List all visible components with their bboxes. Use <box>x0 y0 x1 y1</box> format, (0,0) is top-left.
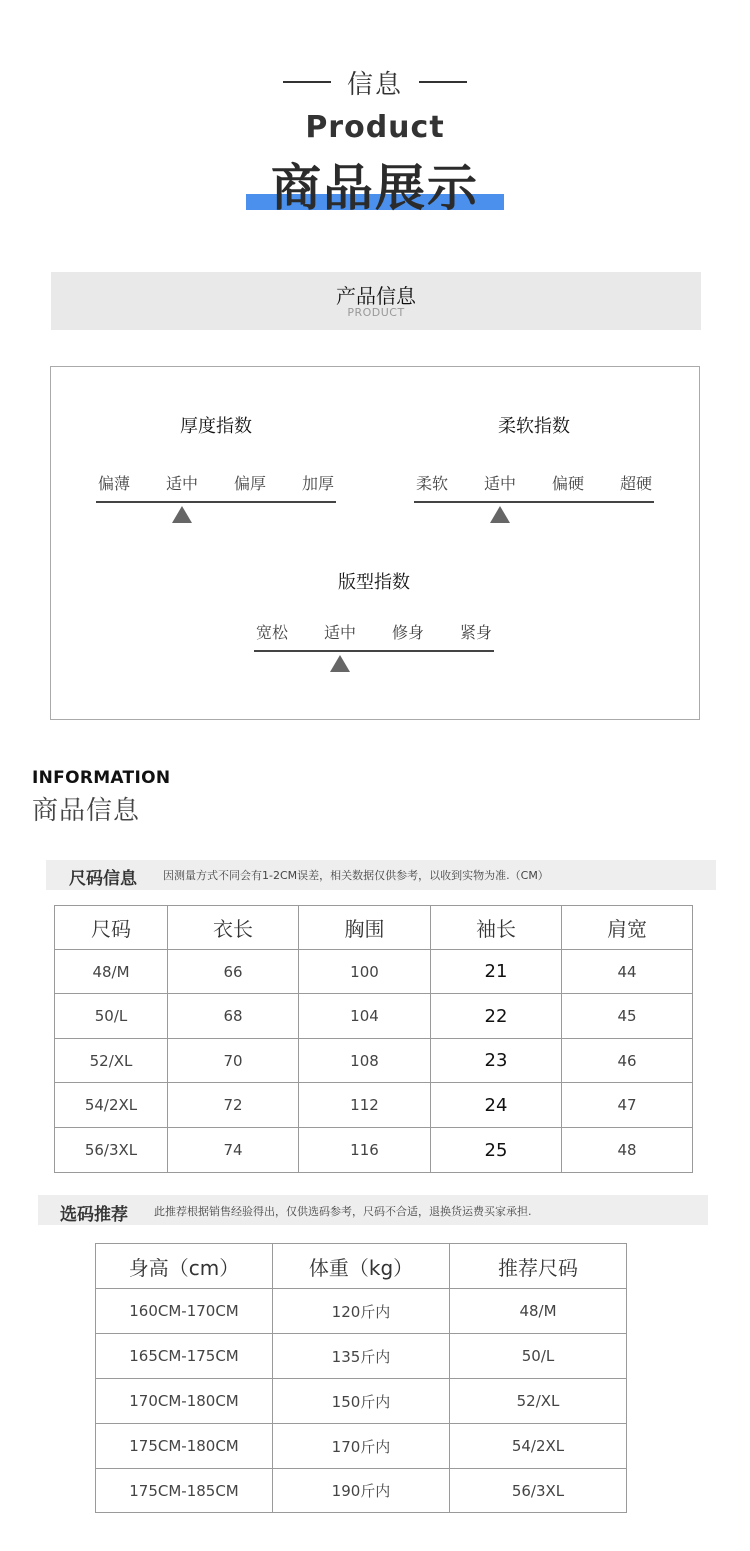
thickness-index-scale <box>96 471 336 505</box>
recommend-note: 此推荐根据销售经验得出，仅供选码参考，尺码不合适，退换货运费买家承担. <box>154 1205 532 1218</box>
banner-subtitle: PRODUCT <box>347 306 405 319</box>
table-row <box>55 994 693 1039</box>
softness-label: 偏硬 <box>551 474 584 493</box>
table-row <box>96 1469 627 1513</box>
table-cell: 48 <box>562 1128 693 1173</box>
table-cell: 108 <box>299 1039 431 1083</box>
table-header-cell: 肩宽 <box>562 906 693 950</box>
table-header-cell: 胸围 <box>299 906 431 950</box>
table-row <box>55 1128 693 1173</box>
table-cell: 160CM-170CM <box>96 1289 273 1334</box>
banner-title: 产品信息 <box>336 284 416 308</box>
table-cell: 104 <box>299 994 431 1039</box>
header-left-rule <box>283 81 331 83</box>
table-cell: 23 <box>431 1039 562 1083</box>
table-cell: 54/2XL <box>450 1424 627 1469</box>
information-title-cn: 商品信息 <box>32 796 141 826</box>
table-cell: 50/L <box>450 1334 627 1379</box>
table-header-cell: 衣长 <box>168 906 299 950</box>
table-cell: 47 <box>562 1083 693 1128</box>
table-header-row <box>55 906 693 950</box>
table-cell: 100 <box>299 950 431 994</box>
table-cell: 22 <box>431 994 562 1039</box>
fit-index-scale <box>254 620 494 654</box>
table-header-cell: 袖长 <box>431 906 562 950</box>
fit-marker-triangle-icon <box>330 655 350 672</box>
table-cell: 46 <box>562 1039 693 1083</box>
table-cell: 54/2XL <box>55 1083 168 1128</box>
section-header <box>0 62 750 102</box>
table-cell: 190斤内 <box>273 1469 450 1513</box>
table-cell: 52/XL <box>450 1379 627 1424</box>
thickness-marker-triangle-icon <box>172 506 192 523</box>
table-header-row <box>96 1244 627 1289</box>
table-cell: 112 <box>299 1083 431 1128</box>
table-cell: 70 <box>168 1039 299 1083</box>
recommend-title: 选码推荐 <box>60 1205 128 1225</box>
fit-label: 修身 <box>391 623 424 642</box>
table-cell: 120斤内 <box>273 1289 450 1334</box>
thickness-label: 适中 <box>165 474 198 493</box>
table-cell: 175CM-180CM <box>96 1424 273 1469</box>
softness-scale-line <box>414 501 654 503</box>
table-cell: 170斤内 <box>273 1424 450 1469</box>
table-header-cell: 体重（kg） <box>273 1244 450 1289</box>
softness-label: 适中 <box>483 474 516 493</box>
softness-index-title: 柔软指数 <box>498 416 570 437</box>
table-header-cell: 推荐尺码 <box>450 1244 627 1289</box>
size-table <box>54 905 693 1173</box>
size-info-note: 因测量方式不同会有1-2CM误差，相关数据仅供参考，以收到实物为准.（CM） <box>163 869 549 882</box>
thickness-index-title: 厚度指数 <box>180 416 252 437</box>
table-row <box>96 1379 627 1424</box>
table-header-cell: 身高（cm） <box>96 1244 273 1289</box>
table-cell: 24 <box>431 1083 562 1128</box>
thickness-scale-line <box>96 501 336 503</box>
table-cell: 48/M <box>55 950 168 994</box>
fit-label: 紧身 <box>459 623 492 642</box>
header-right-rule <box>419 81 467 83</box>
fit-scale-line <box>254 650 494 652</box>
table-cell: 21 <box>431 950 562 994</box>
recommend-table <box>95 1243 627 1513</box>
softness-marker-triangle-icon <box>490 506 510 523</box>
table-cell: 165CM-175CM <box>96 1334 273 1379</box>
table-cell: 135斤内 <box>273 1334 450 1379</box>
table-cell: 25 <box>431 1128 562 1173</box>
thickness-label: 偏厚 <box>233 474 266 493</box>
table-cell: 44 <box>562 950 693 994</box>
information-title-en: INFORMATION <box>32 768 171 788</box>
table-cell: 48/M <box>450 1289 627 1334</box>
table-cell: 52/XL <box>55 1039 168 1083</box>
table-cell: 74 <box>168 1128 299 1173</box>
table-row <box>96 1424 627 1469</box>
table-cell: 72 <box>168 1083 299 1128</box>
table-cell: 68 <box>168 994 299 1039</box>
table-cell: 170CM-180CM <box>96 1379 273 1424</box>
table-row <box>55 1039 693 1083</box>
table-row <box>96 1289 627 1334</box>
table-cell: 45 <box>562 994 693 1039</box>
softness-label: 超硬 <box>619 474 652 493</box>
header-product-cn: 商品展示 <box>271 159 479 217</box>
fit-label: 适中 <box>323 623 356 642</box>
table-cell: 175CM-185CM <box>96 1469 273 1513</box>
softness-label: 柔软 <box>415 474 448 493</box>
table-row <box>55 1083 693 1128</box>
header-product-en: Product <box>305 110 445 145</box>
thickness-label: 加厚 <box>301 474 334 493</box>
header-top-text: 信息 <box>346 69 403 100</box>
softness-index-scale <box>414 471 654 505</box>
table-header-cell: 尺码 <box>55 906 168 950</box>
table-row <box>96 1334 627 1379</box>
table-cell: 116 <box>299 1128 431 1173</box>
thickness-label: 偏薄 <box>97 474 130 493</box>
table-cell: 56/3XL <box>450 1469 627 1513</box>
table-cell: 50/L <box>55 994 168 1039</box>
fit-label: 宽松 <box>255 623 288 642</box>
size-info-title: 尺码信息 <box>69 869 137 889</box>
table-cell: 56/3XL <box>55 1128 168 1173</box>
table-cell: 66 <box>168 950 299 994</box>
table-row <box>55 950 693 994</box>
fit-index-title: 版型指数 <box>338 572 410 593</box>
table-cell: 150斤内 <box>273 1379 450 1424</box>
